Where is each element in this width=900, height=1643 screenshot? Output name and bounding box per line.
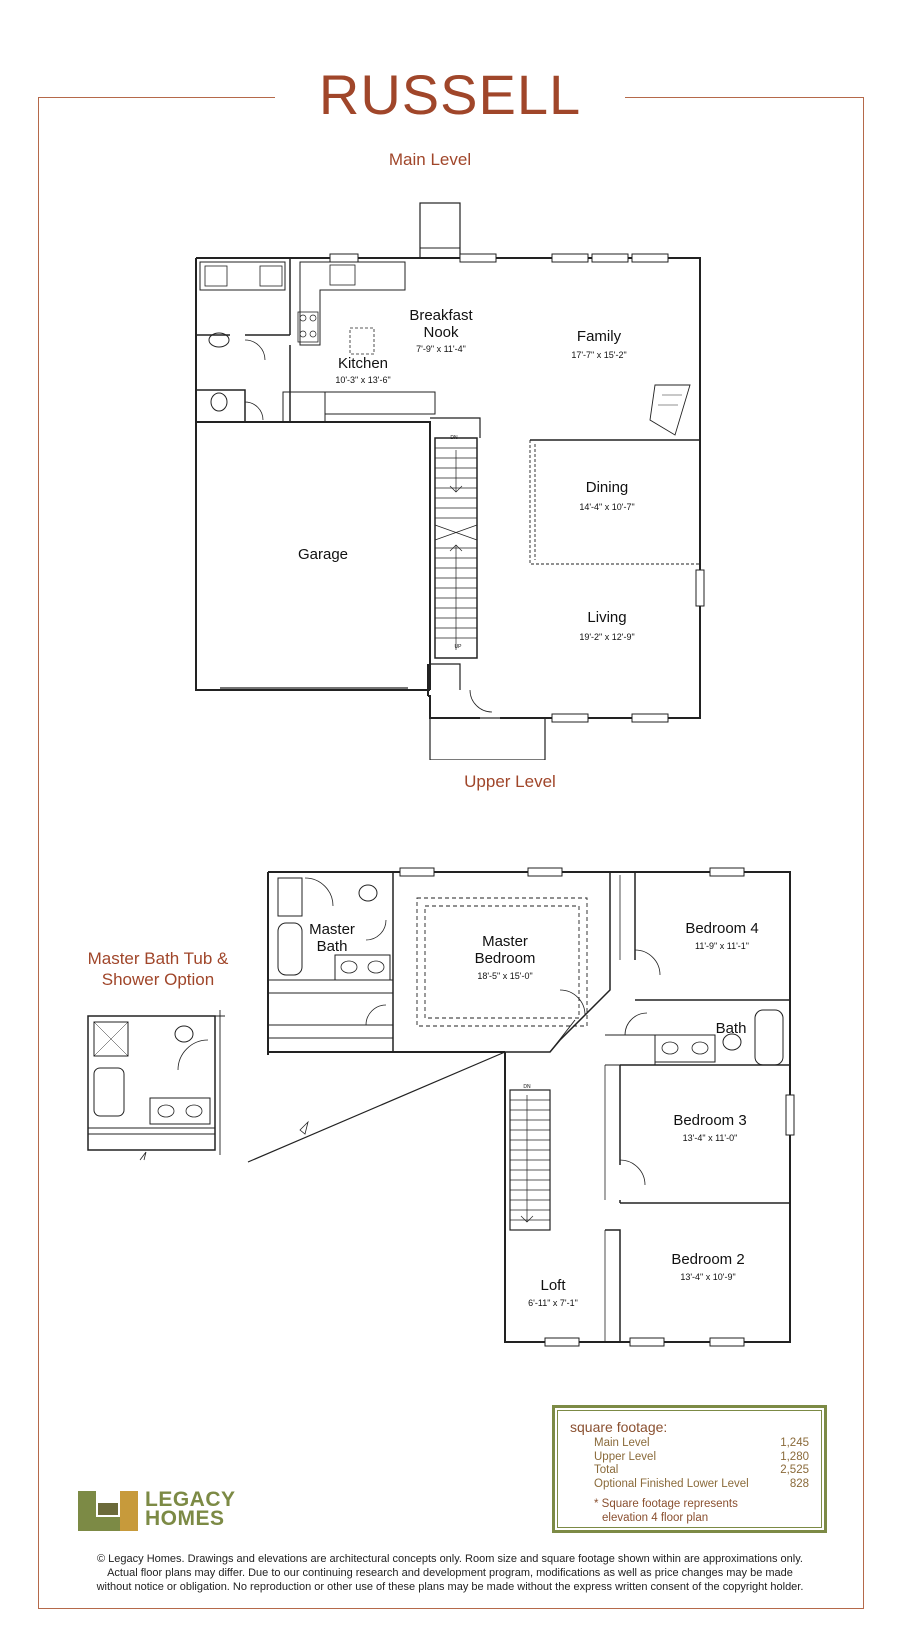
sqft-row-upper (570, 1451, 809, 1465)
square-footage-heading: square footage: (570, 1419, 668, 1435)
room-dim-master-bedroom: 18'-5" x 15'-0" (477, 971, 533, 981)
sqft-value: 1,245 (780, 1437, 809, 1449)
room-label-master-bedroom-2: Bedroom (474, 950, 536, 967)
bath-option-title (78, 948, 238, 990)
sqft-value: 828 (789, 1477, 809, 1490)
room-label-kitchen: Kitchen (337, 355, 389, 372)
upper-stair-dn-label: DN (523, 1084, 531, 1090)
main-level-label: Main Level (388, 150, 472, 169)
footer-line1: © Legacy Homes. Drawings and elevations are architectural concepts only. Room size and square footage shown within are approximations only. (97, 1553, 803, 1565)
square-footage-box (552, 1405, 827, 1533)
stair-up-label: UP (454, 644, 462, 650)
sqft-label: Upper Level (594, 1450, 657, 1463)
sqft-label: Main Level (594, 1437, 650, 1449)
sqft-row-lower (570, 1478, 809, 1492)
room-label-breakfast-nook-2: Nook (423, 324, 459, 341)
sqft-row-main (570, 1437, 809, 1451)
logo-wordmark (145, 1490, 236, 1528)
room-label-bath: Bath (715, 1020, 747, 1037)
main-level-plan (0, 0, 900, 760)
room-label-breakfast-nook-1: Breakfast (409, 307, 473, 324)
room-label-bedroom-3: Bedroom 3 (673, 1112, 747, 1129)
plan-title: RUSSELL (318, 63, 582, 126)
upper-level-label: Upper Level (464, 772, 556, 791)
bath-option-title-line1: Master Bath Tub & (87, 949, 229, 968)
room-dim-living: 19'-2" x 12'-9" (579, 632, 635, 642)
sqft-note-line1: * Square footage represents (594, 1498, 738, 1510)
footer-line3: without notice or obligation. No reproduction or other use of these plans may be made without the express written consent of the copyright holder. (96, 1581, 804, 1593)
stair-dn-label: DN (450, 435, 458, 441)
sqft-label: Total (594, 1464, 619, 1476)
room-label-master-bath-1: Master (309, 921, 355, 938)
room-label-bedroom-4: Bedroom 4 (685, 920, 759, 937)
room-label-master-bedroom-1: Master (482, 933, 528, 950)
room-dim-bedroom-4: 11'-9" x 11'-1" (694, 941, 750, 951)
room-dim-family: 17'-7" x 15'-2" (571, 350, 627, 360)
copyright-footer (60, 1552, 840, 1594)
room-label-garage: Garage (297, 546, 349, 563)
room-dim-loft: 6'-11" x 7'-1" (528, 1298, 578, 1308)
room-dim-breakfast-nook: 7'-9" x 11'-4" (416, 344, 466, 354)
room-dim-dining: 14'-4" x 10'-7" (579, 502, 635, 512)
room-dim-bedroom-3: 13'-4" x 11'-0" (682, 1133, 738, 1143)
bath-option-title-line2: Shower Option (101, 970, 215, 989)
sqft-note (570, 1497, 809, 1525)
room-dim-bedroom-2: 13'-4" x 10'-9" (680, 1272, 736, 1282)
logo-line2: HOMES (145, 1507, 225, 1530)
sqft-row-total (570, 1464, 809, 1478)
room-label-dining: Dining (585, 479, 629, 496)
bath-option-plan (80, 1010, 230, 1165)
room-label-loft: Loft (540, 1277, 566, 1294)
room-label-living: Living (587, 609, 627, 626)
sqft-note-line2: elevation 4 floor plan (602, 1512, 709, 1524)
room-label-bedroom-2: Bedroom 2 (671, 1251, 745, 1268)
sqft-value: 1,280 (780, 1450, 809, 1463)
room-dim-kitchen: 10'-3" x 13'-6" (335, 375, 391, 385)
room-label-master-bath-2: Bath (316, 938, 348, 955)
logo-line1: LEGACY (145, 1488, 236, 1511)
room-label-family: Family (576, 328, 622, 345)
sqft-label: Optional Finished Lower Level (594, 1477, 749, 1490)
sqft-value: 2,525 (780, 1464, 809, 1476)
footer-line2: Actual floor plans may differ. Due to our continuing research and development program, modifications as well as price changes may be made (107, 1567, 793, 1579)
